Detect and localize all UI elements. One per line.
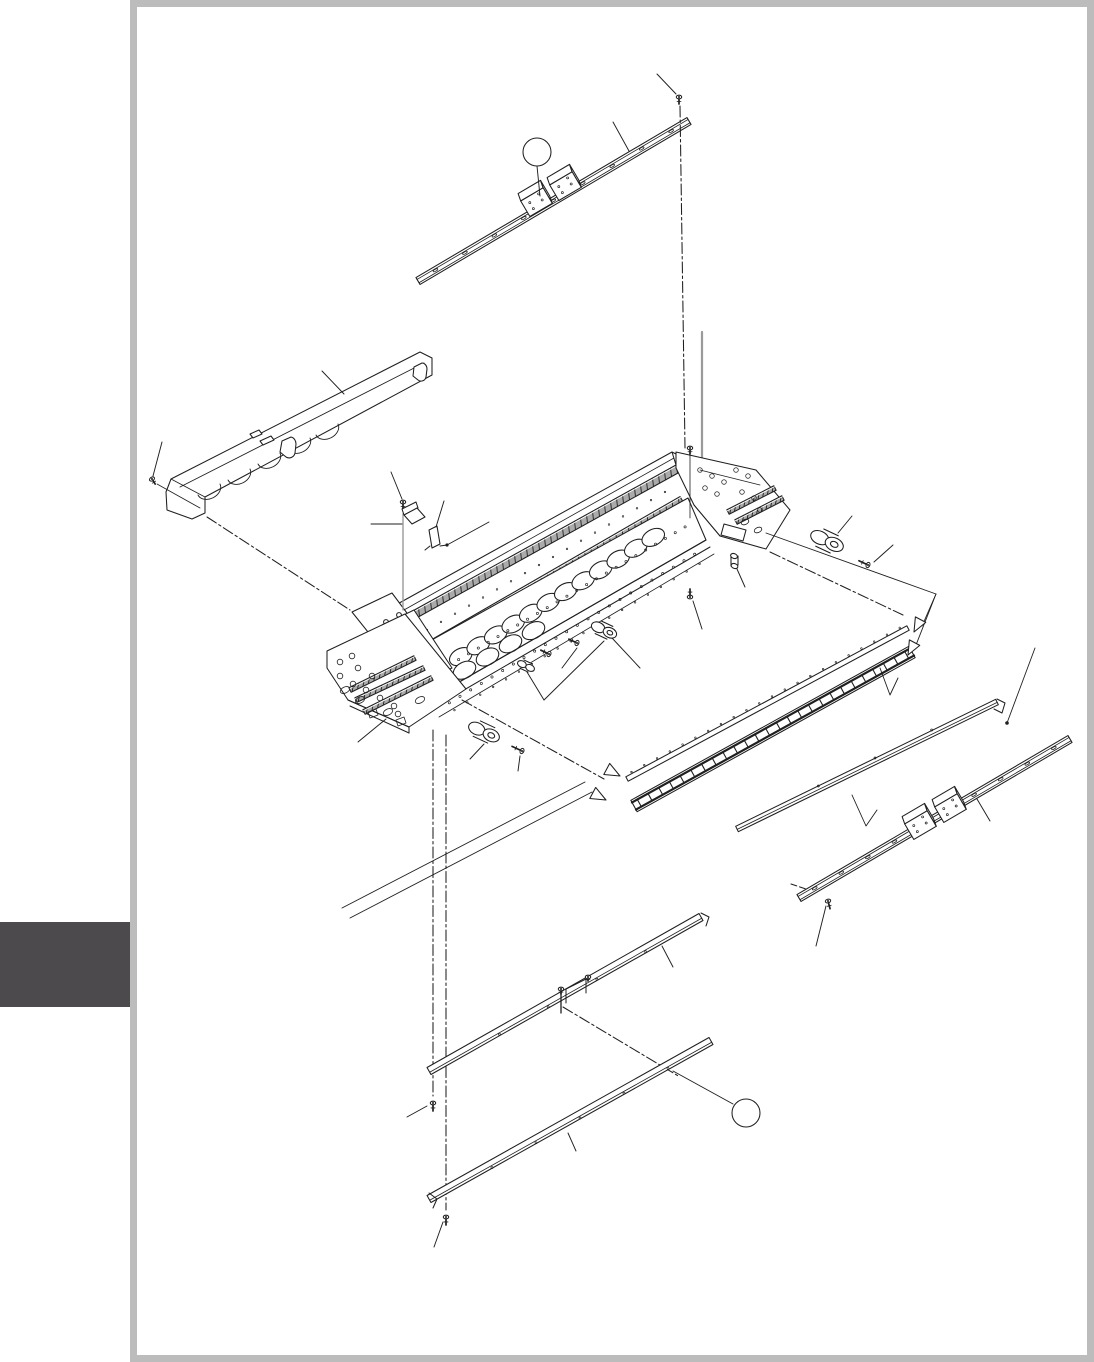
chapter-thumb-tab: [0, 922, 130, 1007]
